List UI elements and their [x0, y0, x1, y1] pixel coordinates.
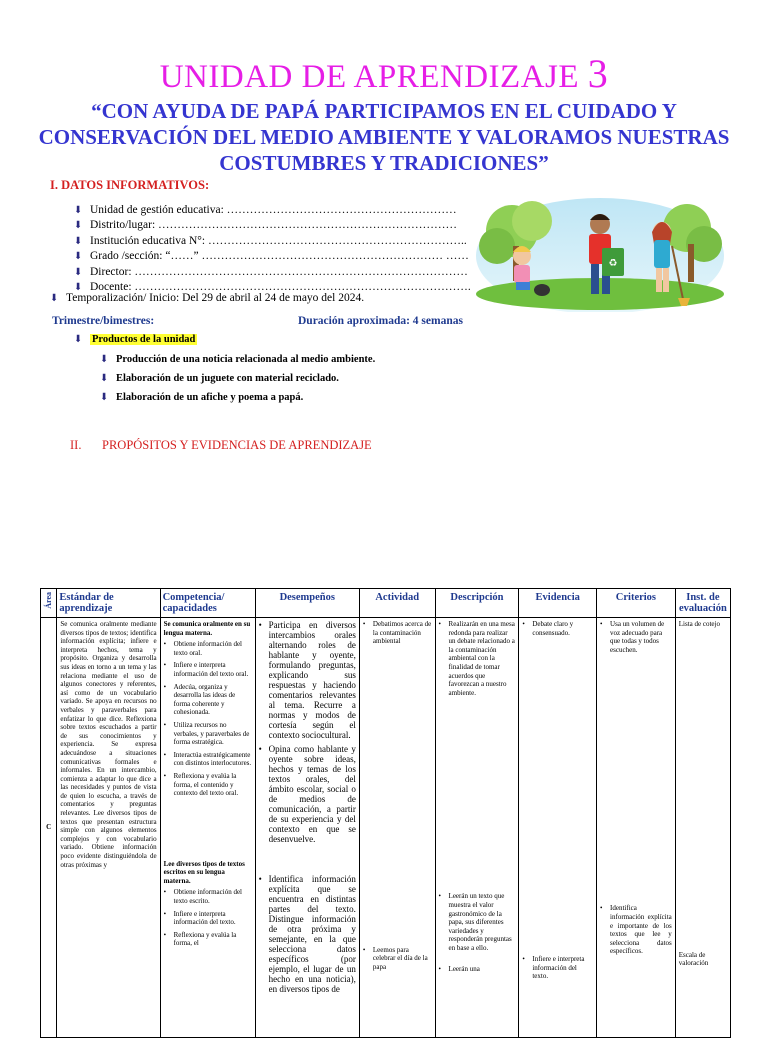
- section-heading-propositos: II. PROPÓSITOS Y EVIDENCIAS DE APRENDIZAJE: [70, 438, 372, 452]
- descripcion-list: [439, 892, 516, 973]
- actividad-cell: [359, 618, 435, 1038]
- arrow-bullet-icon: ⬇: [74, 282, 83, 294]
- desempenos-cell: [255, 618, 359, 1038]
- descripcion-item: • Realizarán en una mesa redonda para realizar un debate relacionado a la contaminación ambiental con la finalidad de tomar acuerdos que favorezcan a nuestro ambiente.: [439, 620, 516, 697]
- header-inst: Inst. de evaluación: [675, 589, 730, 618]
- desempeno-item: • Opina como hablante y oyente sobre ideas, hechos y temas de los textos orales, del ámbito escolar, social o de medios de comunicación, a partir de su experiencia y del contexto en que se desenvuelve.: [259, 744, 356, 844]
- competencia-title: Lee diversos tipos de textos escritos en su lengua materna.: [163, 859, 245, 885]
- table-row: [41, 618, 731, 1038]
- info-item: ⬇ Institución educativa N°: …………………………………………………………..: [74, 234, 471, 249]
- desempenos-list: [259, 874, 356, 994]
- desempeno-item: • Identifica información explícita que se encuentra en distintas partes del texto. Distingue información de otra próxima y semejante, en la que selecciona datos específicos (por ejemplo, el lugar de un hecho en una noticia), en diversos tipos de: [259, 874, 356, 994]
- actividad-item: • Debatimos acerca de la contaminación ambiental: [363, 620, 432, 646]
- criterio-item: • Usa un volumen de voz adecuado para que todas y todos escuchen.: [600, 620, 672, 654]
- actividad-item: • Leemos para celebrar el día de la papa: [363, 946, 432, 972]
- capacidad-item: • Infiere e interpreta información del texto oral.: [164, 661, 252, 678]
- arrow-bullet-icon: ⬇: [50, 293, 59, 304]
- table-header-row: [41, 589, 731, 618]
- criterio-item: • Identifica información explícita e importante de los textos que lee y selecciona datos específicos.: [600, 904, 672, 956]
- capacidad-item: • Infiere e interpreta información del texto.: [164, 910, 252, 927]
- duracion-label: Duración aproximada: 4 semanas: [298, 315, 463, 327]
- capacidad-item: • Interactúa estratégicamente con distintos interlocutores.: [164, 751, 252, 768]
- competencia-cell: [160, 618, 255, 1038]
- evidencia-list: [522, 620, 593, 637]
- header-estandar: Estándar de aprendizaje: [57, 589, 160, 618]
- evidencia-item: • Debate claro y consensuado.: [522, 620, 593, 637]
- area-cell: C: [41, 618, 57, 1038]
- descripcion-item: • Leerán una: [439, 965, 516, 974]
- info-item: ⬇ Grado /sección: “……” ……………………………………………………… ……: [74, 249, 471, 264]
- capacidad-item: • Reflexiona y evalúa la forma, el contenido y contexto del texto oral.: [164, 772, 252, 798]
- recycling-family-illustration: [472, 186, 728, 312]
- unit-title-text: UNIDAD DE APRENDIZAJE: [159, 59, 580, 95]
- descripcion-item: • Leerán un texto que muestra el valor gastronómico de la papa, sus diferentes variedades y responderán preguntas en base a ello.: [439, 892, 516, 952]
- header-desempenos: Desempeños: [255, 589, 359, 618]
- actividad-list: [363, 946, 432, 972]
- header-area: Área: [41, 589, 57, 618]
- evidencia-cell: [519, 618, 597, 1038]
- header-evidencia: Evidencia: [519, 589, 597, 618]
- producto-item: ⬇ Producción de una noticia relacionada al medio ambiente.: [100, 354, 376, 365]
- header-competencia: Competencia/ capacidades: [160, 589, 255, 618]
- info-item: ⬇ Unidad de gestión educativa: ……………………………………………………: [74, 203, 471, 218]
- producto-item: ⬇ Elaboración de un afiche y poema a papá.: [100, 392, 304, 403]
- criterios-list: [600, 620, 672, 654]
- inst-item: Escala de valoración: [678, 950, 709, 968]
- inst-cell: [675, 618, 730, 1038]
- evidencia-list: [522, 955, 593, 981]
- arrow-bullet-icon: ⬇: [74, 235, 83, 247]
- section-heading-datos: I. DATOS INFORMATIVOS:: [50, 178, 210, 192]
- capacidad-item: • Adecúa, organiza y desarrolla las ideas de forma coherente y cohesionada.: [164, 683, 252, 717]
- header-descripcion: Descripción: [435, 589, 519, 618]
- productos-heading: ⬇ Productos de la unidad: [74, 334, 196, 345]
- actividad-list: [363, 620, 432, 646]
- arrow-bullet-icon: ⬇: [100, 392, 109, 403]
- descripcion-list: [439, 620, 516, 697]
- arrow-bullet-icon: ⬇: [100, 354, 109, 365]
- info-item: ⬇ Director: ……………………………………………………………………………: [74, 265, 471, 280]
- header-criterios: Criterios: [597, 589, 676, 618]
- arrow-bullet-icon: ⬇: [74, 251, 83, 263]
- arrow-bullet-icon: ⬇: [100, 373, 109, 384]
- descripcion-cell: [435, 618, 519, 1038]
- unit-number: 3: [587, 51, 609, 96]
- svg-text:♻: ♻: [608, 258, 618, 269]
- capacidad-item: • Reflexiona y evalúa la forma, el: [164, 931, 252, 948]
- arrow-bullet-icon: ⬇: [74, 334, 83, 345]
- unit-title: [0, 50, 768, 97]
- criterios-cell: [597, 618, 676, 1038]
- estandar-cell: Se comunica oralmente mediante diversos tipos de textos; identifica información explícita; infiere e interpreta hechos, tema y propósito. Organiza y desarrolla sus ideas en torno a un tema y las relaciona mediante el uso de algunos conectores y referentes, así como de un vocabulario variado. Se apoya en recursos no verbales y paraverbales para enfatizar lo que dice. Reflexiona sobre textos escuchados a partir de sus conocimientos y experiencia. Se expresa adecuándose a situaciones comunicativas formales e informales. En un intercambio, comienza a adaptar lo que dice a las necesidades y puntos de vista de quien lo escucha, a través de comentarios y preguntas relevantes. Lee diversos tipos de textos que presentan estructura simple con algunos elementos complejos y con vocabulario variado. Obtiene información poco evidente distinguiéndola de otras próximas y: [57, 618, 160, 1038]
- propositos-table: [40, 588, 731, 1038]
- capacidad-item: • Obtiene información del texto oral.: [164, 640, 252, 657]
- capacidades-list: [164, 888, 252, 948]
- capacidad-item: • Utiliza recursos no verbales, y paraverbales de forma estratégica.: [164, 721, 252, 747]
- capacidad-item: • Obtiene información del texto escrito.: [164, 888, 252, 905]
- desempenos-list: [259, 620, 356, 844]
- info-item: ⬇ Docente: …………………………………………………………………………….: [74, 280, 471, 295]
- arrow-bullet-icon: ⬇: [74, 220, 83, 232]
- header-actividad: Actividad: [359, 589, 435, 618]
- inst-item: Lista de cotejo: [678, 620, 720, 628]
- trimestre-label: Trimestre/bimestres:: [52, 315, 155, 327]
- producto-item: ⬇ Elaboración de un juguete con material reciclado.: [100, 373, 339, 384]
- temporalizacion: ⬇ Temporalización/ Inicio: Del 29 de abril al 24 de mayo del 2024.: [50, 292, 365, 304]
- desempeno-item: • Participa en diversos intercambios orales alternando roles de hablante y oyente, formulando preguntas, explicando sus respuestas y haciendo comentarios relevantes al tema. Recurre a normas y modos de cortesía según el contexto sociocultural.: [259, 620, 356, 740]
- capacidades-list: [164, 640, 252, 798]
- info-list: [74, 203, 471, 295]
- competencia-title: Se comunica oralmente en su lengua materna.: [163, 620, 251, 637]
- info-item: ⬇ Distrito/lugar: ……………………………………………………………………: [74, 218, 471, 233]
- productos-list: [100, 354, 375, 411]
- criterios-list: [600, 904, 672, 956]
- unit-subtitle: “CON AYUDA DE PAPÁ PARTICIPAMOS EN EL CUIDADO Y CONSERVACIÓN DEL MEDIO AMBIENTE Y VALORAMOS NUESTRAS COSTUMBRES Y TRADICIONES”: [38, 99, 730, 175]
- arrow-bullet-icon: ⬇: [74, 205, 83, 216]
- evidencia-item: • Infiere e interpreta información del texto.: [522, 955, 593, 981]
- arrow-bullet-icon: ⬇: [74, 266, 83, 278]
